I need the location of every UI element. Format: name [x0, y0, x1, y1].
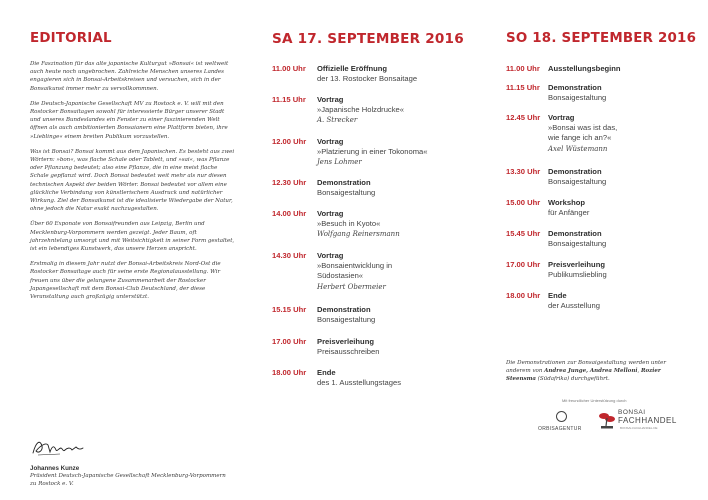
event-title: Demonstration — [548, 167, 602, 176]
event-details — [548, 167, 698, 187]
event-time: 11.00 Uhr — [272, 64, 306, 73]
event-title: Ende — [548, 291, 567, 300]
event-details — [548, 291, 698, 311]
orbis-logo-text: ORBISAGENTUR — [538, 426, 582, 432]
event-speaker: Axel Wüstemann — [548, 144, 608, 153]
event-description: Bonsaigestaltung — [548, 239, 607, 249]
editorial-paragraph: Die Deutsch-Japanische Gesellschaft MV zu Rostock e. V. will mit den Rostocker Bonsaitagen sowohl für interessierte Bürger unserer Stadt und unseres Bundeslandes ein Fenster zu einer faszinierenden Welt öffnen als auch ambitionierten Bonsaianern eine Plattform bieten, ihre »Lieblinge« einem breiten Publikum vorzustellen. — [30, 100, 228, 140]
orbis-agentur-logo — [538, 411, 586, 435]
event-time: 12.30 Uhr — [272, 178, 307, 187]
event-description: Preisausschreiben — [317, 347, 380, 357]
orbis-ring-icon — [556, 411, 567, 422]
event-time: 15.15 Uhr — [272, 305, 307, 314]
event-details — [548, 198, 698, 218]
event-description: für Anfänger — [548, 208, 590, 218]
event-details — [317, 209, 467, 240]
event-details — [317, 95, 467, 126]
note-names: Rozier Steensma — [506, 368, 661, 382]
event-title: Vortrag — [317, 137, 344, 146]
editorial-paragraph: Über 60 Exponate von Bonsaifreunden aus Leipzig, Berlin und Mecklenburg-Vorpommern werden gezeigt. Jeder Baum, oft jahrzehntelang umsorgt und mit Weitsichtigkeit in seiner Form gestaltet, ist ein lebendiges Kunstwerk, das unsere Herzen anspricht. — [30, 221, 235, 253]
editorial-heading: EDITORIAL — [30, 31, 112, 46]
event-time: 14.00 Uhr — [272, 209, 307, 218]
event-title: Offizielle Eröffnung — [317, 64, 388, 73]
bonsai-fachhandel-logo — [598, 408, 688, 434]
event-details — [548, 229, 698, 249]
event-details — [317, 305, 467, 325]
event-title: Demonstration — [548, 229, 602, 238]
event-description: Südostasien« — [317, 271, 364, 281]
editorial-paragraph: Erstmalig in diesem Jahr nutzt der Bonsai-Arbeitskreis Nord-Ost die Rostocker Bonsaitage auch für seine erste Regionalausstellung. Wir freuen uns über die gelungene Zusammenarbeit der Rostocker Japangesellschaft mit dem Bonsai-Club Deutschland, der diese Veranstaltung auch großzügig unterstützt. — [30, 261, 221, 301]
event-title: Demonstration — [317, 178, 371, 187]
event-description: »Besuch in Kyoto« — [317, 219, 381, 229]
event-title: Workshop — [548, 198, 585, 207]
event-details — [317, 178, 467, 198]
editorial-paragraph: Die Faszination für das alte japanische Kulturgut »Bonsai« ist weltweit auch heute noch ungebrochen. Zahlreiche Menschen unseres Landes engagieren sich in Bonsai-Arbeitskreisen und versuchen, sich in der Bonsaikunst immer mehr zu vervollkommnen. — [30, 61, 229, 92]
event-speaker: Herbert Obermeier — [317, 282, 386, 291]
event-description: Bonsaigestaltung — [548, 93, 607, 103]
event-title: Preisverleihung — [317, 337, 374, 346]
event-details — [317, 368, 467, 388]
note-intro: Die Demonstrationen zur Bonsaigestaltung werden unter anderem von — [506, 360, 667, 374]
saturday-heading: SA 17. SEPTEMBER 2016 — [272, 31, 464, 47]
fachhandel-logo-text: FACHHANDEL — [618, 416, 677, 425]
editorial-paragraph: Was ist Bonsai? Bonsai kommt aus dem Japanischen. Es besteht aus zwei Wörtern: »bon«, was flache Schale oder Tablett, und »sai«, was Pflanze oder Pflanzung bedeutet; also eine Pflanze, die in eine meist flache Schale gepflanzt wird. Doch Bonsai bedeutet weit mehr als nur diesen technischen Aspekt der beiden Wörter. Bonsai bedeutet vor allem eine glückliche Verbindung von künstlerischem Ausdruck und natürlicher Wirkung. Ziel der Bonsaikunst ist die idealisierte Wiedergabe der Natur, ohne jedoch die Natur exakt nachzugestalten. — [30, 148, 235, 213]
event-time: 18.00 Uhr — [272, 368, 307, 377]
event-details — [317, 251, 467, 292]
event-time: 15.00 Uhr — [506, 198, 541, 207]
event-title: Preisverleihung — [548, 260, 605, 269]
event-details — [548, 64, 698, 74]
event-description: des 1. Ausstellungstages — [317, 378, 402, 388]
event-title: Vortrag — [317, 95, 344, 104]
bonsai-tree-icon — [598, 410, 616, 430]
note-names: Andrea Junge, Andrea Melloni — [544, 368, 638, 374]
demonstration-note — [506, 359, 691, 383]
event-title: Ende — [317, 368, 336, 377]
event-time: 13.30 Uhr — [506, 167, 541, 176]
event-time: 18.00 Uhr — [506, 291, 541, 300]
event-time: 12.00 Uhr — [272, 137, 307, 146]
sunday-heading: SO 18. SEPTEMBER 2016 — [506, 31, 697, 46]
event-details — [317, 137, 467, 168]
bonsai-logo-url: BONSAI-FACHHANDEL.DE — [620, 426, 658, 430]
event-time: 17.00 Uhr — [506, 260, 541, 269]
event-description: wie fange ich an?« — [548, 133, 612, 143]
event-description: der 13. Rostocker Bonsaitage — [317, 74, 418, 84]
event-title: Ausstellungsbeginn — [548, 64, 621, 73]
event-description: Bonsaigestaltung — [317, 188, 376, 198]
event-time: 11.15 Uhr — [272, 95, 306, 104]
signature-title: Präsident Deutsch-Japanische Gesellschaft Mecklenburg-Vorpommern zu Rostock e. V. — [30, 473, 226, 487]
event-description: Bonsaigestaltung — [317, 315, 376, 325]
signature-image — [30, 436, 90, 458]
event-details — [548, 260, 698, 280]
event-description: »Japanische Holzdrucke« — [317, 105, 404, 115]
event-time: 15.45 Uhr — [506, 229, 541, 238]
event-title: Demonstration — [317, 305, 371, 314]
event-speaker: Wolfgang Reinersmann — [317, 230, 400, 239]
event-details — [548, 113, 698, 154]
note-separator: , — [637, 368, 640, 374]
event-speaker: A. Strecker — [317, 116, 358, 125]
event-description: Publikumsliebling — [548, 270, 607, 280]
event-time: 11.00 Uhr — [506, 64, 540, 73]
event-description: Bonsaigestaltung — [548, 177, 607, 187]
signature-name: Johannes Kunze — [30, 465, 80, 472]
event-title: Vortrag — [548, 113, 575, 122]
note-outro: (Südafrika) durchgeführt. — [537, 376, 610, 382]
event-description: der Ausstellung — [548, 301, 600, 311]
event-description: »Platzierung in einer Tokonoma« — [317, 147, 428, 157]
event-title: Vortrag — [317, 209, 344, 218]
event-time: 17.00 Uhr — [272, 337, 307, 346]
event-details — [317, 337, 467, 357]
event-time: 12.45 Uhr — [506, 113, 541, 122]
event-description: »Bonsaientwicklung in — [317, 261, 393, 271]
event-details — [548, 83, 698, 103]
event-time: 14.30 Uhr — [272, 251, 307, 260]
support-label: Mit freundlicher Unterstützung durch — [562, 398, 627, 403]
bonsai-logo-text: BONSAI — [618, 409, 646, 416]
event-speaker: Jens Lohmer — [317, 158, 362, 167]
event-details — [317, 64, 467, 84]
event-time: 11.15 Uhr — [506, 83, 540, 92]
event-description: »Bonsai was ist das, — [548, 123, 618, 133]
event-title: Vortrag — [317, 251, 344, 260]
editorial-paragraphs — [30, 60, 236, 308]
event-title: Demonstration — [548, 83, 602, 92]
